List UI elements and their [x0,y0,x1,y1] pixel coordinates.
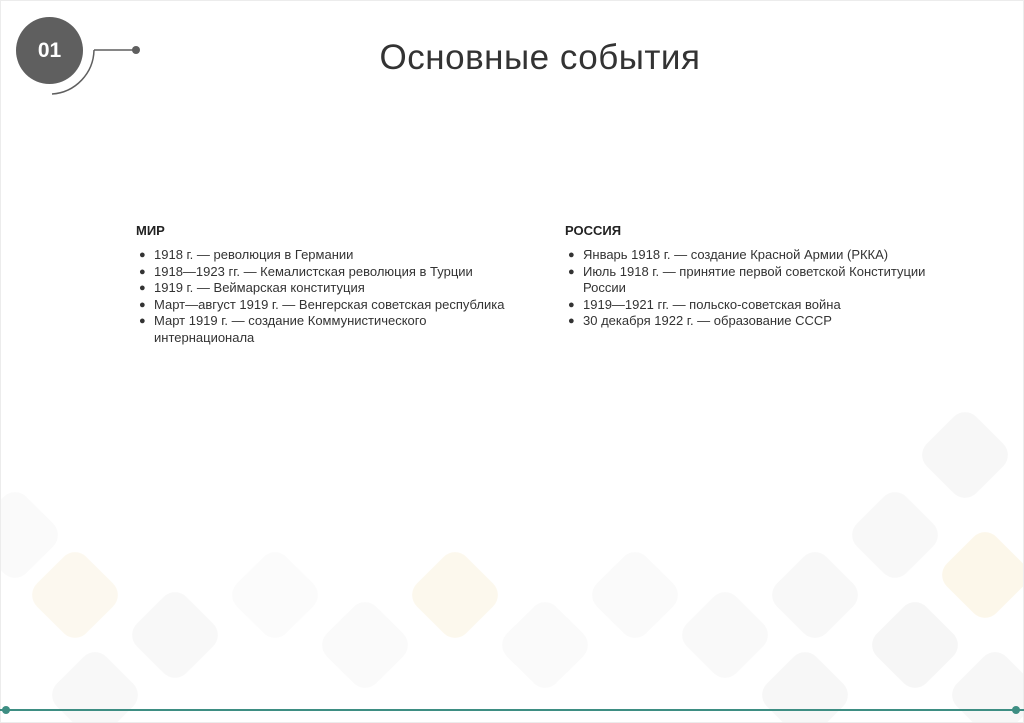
list-item [136,280,506,297]
event-text: 1918—1923 гг. — Кемалистская революция в Турции [154,263,473,279]
event-text: 1919 г. — Веймарская конституция [154,280,365,295]
footer-right-dot [1012,706,1020,714]
event-text: 1919—1921 гг. — польско-советская война [583,296,841,312]
list-item [136,313,506,346]
russia-events-column [565,223,935,330]
footer-left-dot [2,706,10,714]
russia-heading: РОССИЯ [565,223,622,238]
bullet-icon: ● [139,282,146,294]
world-heading: МИР [136,223,165,238]
bullet-icon: ● [139,249,146,261]
event-text: Март—август 1919 г. — Венгерская советская республика [154,296,505,312]
world-events-column [136,223,506,346]
slide-number-badge: 01 [16,17,83,84]
list-item [136,264,506,281]
list-item [136,297,506,314]
footer-accent-line [0,709,1024,711]
page-title: Основные события [379,38,701,77]
event-text: Март 1919 г. — создание Коммунистического интернационала [154,313,427,345]
event-text: 1918 г. — революция в Германии [154,247,354,262]
bullet-icon: ● [568,265,575,278]
bullet-icon: ● [139,298,146,311]
bullet-icon: ● [139,315,146,327]
event-text: Январь 1918 г. — создание Красной Армии (РККА) [583,247,889,262]
list-item [565,247,935,264]
event-text: Июль 1918 г. — принятие первой советской Конституции России [583,263,926,295]
bullet-icon: ● [568,249,575,261]
event-text: 30 декабря 1922 г. — образование СССР [583,313,832,328]
russia-events-list [565,247,935,330]
list-item [565,264,935,297]
list-item [136,247,506,264]
bullet-icon: ● [139,265,146,278]
world-events-list [136,247,506,346]
list-item [565,313,935,330]
list-item [565,297,935,314]
bullet-icon: ● [568,298,575,311]
bullet-icon: ● [568,315,575,327]
